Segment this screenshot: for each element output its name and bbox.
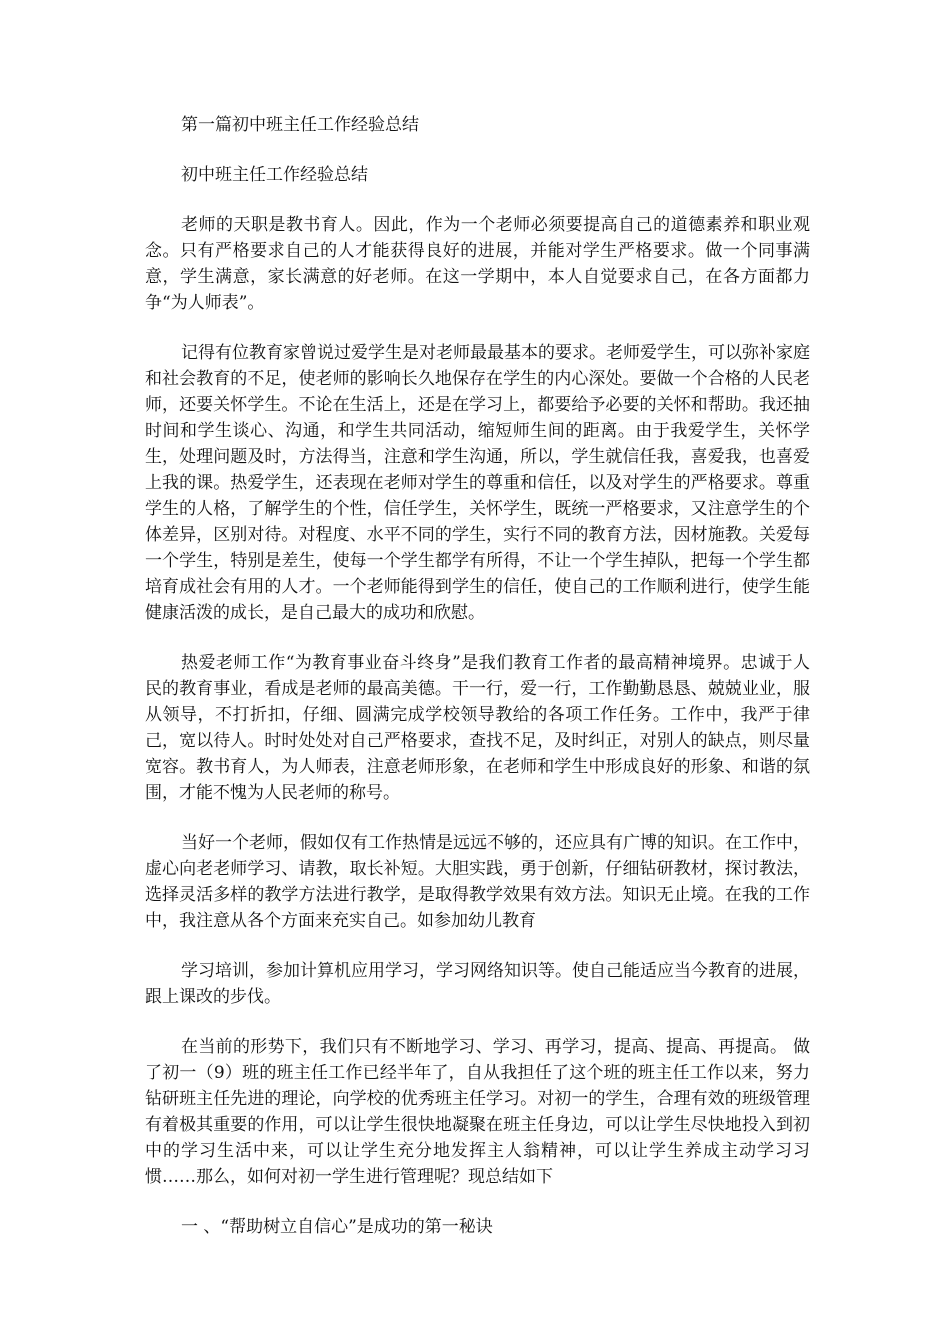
paragraph: 记得有位教育家曾说过爱学生是对老师最最基本的要求。老师爱学生，可以弥补家庭和社会教育的不足，使老师的影响长久地保存在学生的内心深处。要做一个合格的人民老师，还要关怀学生。不论在生活上，还是在学习上，都要给予必要的关怀和帮助。我还抽时间和学生谈心、沟通，和学生共同活动，缩短师生间的距离。由于我爱学生，关怀学生，处理问题及时，方法得当，注意和学生沟通，所以，学生就信任我，喜爱我，也喜爱上我的课。热爱学生，还表现在老师对学生的尊重和信任，以及对学生的严格要求。尊重学生的人格，了解学生的个性，信任学生，关怀学生，既统一严格要求，又注意学生的个体差异，区别对待。对程度、水平不同的学生，实行不同的教育方法，因材施教。关爱每一个学生，特别是差生，使每一个学生都学有所得，不让一个学生掉队，把每一个学生都培育成社会有用的人才。一个老师能得到学生的信任，使自己的工作顺利进行，使学生能健康活泼的成长，是自己最大的成功和欣慰。 xyxy=(145,343,810,623)
paragraph: 当好一个老师，假如仅有工作热情是远远不够的，还应具有广博的知识。在工作中，虚心向老老师学习、请教，取长补短。大胆实践，勇于创新，仔细钻研教材，探讨教法，选择灵活多样的教学方法进行教学，是取得教学效果有效方法。知识无止境。在我的工作中，我注意从各个方面来充实自己。如参加幼儿教育 xyxy=(145,833,810,931)
document-title: 第一篇初中班主任工作经验总结 xyxy=(181,115,419,135)
section-heading: 一 、“帮助树立自信心”是成功的第一秘诀 xyxy=(181,1217,493,1237)
paragraph: 热爱老师工作“为教育事业奋斗终身”是我们教育工作者的最高精神境界。忠诚于人民的教育事业，看成是老师的最高美德。干一行，爱一行，工作勤勤恳恳、兢兢业业，服从领导，不打折扣，仔细、圆满完成学校领导教给的各项工作任务。工作中，我严于律己，宽以待人。时时处处对自己严格要求，查找不足，及时纠正，对别人的缺点，则尽量宽容。教书育人，为人师表，注意老师形象，在老师和学生中形成良好的形象、和谐的氛围，才能不愧为人民老师的称号。 xyxy=(145,653,810,803)
paragraph: 学习培训，参加计算机应用学习，学习网络知识等。使自己能适应当今教育的进展，跟上课改的步伐。 xyxy=(145,961,810,1007)
paragraph: 在当前的形势下，我们只有不断地学习、学习、再学习，提高、提高、再提高。 做了初一（9）班的班主任工作已经半年了，自从我担任了这个班的班主任工作以来，努力钻研班主任先进的理论，向学校的优秀班主任学习。对初一的学生，合理有效的班级管理有着极其重要的作用，可以让学生很快地凝聚在班主任身边，可以让学生尽快地投入到初中的学习生活中来，可以让学生充分地发挥主人翁精神，可以让学生养成主动学习习惯……那么，如何对初一学生进行管理呢？现总结如下 xyxy=(145,1037,810,1187)
document-subtitle: 初中班主任工作经验总结 xyxy=(181,165,368,185)
paragraph: 老师的天职是教书育人。因此，作为一个老师必须要提高自己的道德素养和职业观念。只有严格要求自己的人才能获得良好的进展，并能对学生严格要求。做一个同事满意，学生满意，家长满意的好老师。在这一学期中，本人自觉要求自己，在各方面都力争“为人师表”。 xyxy=(145,215,810,313)
document-body xyxy=(145,112,810,1264)
